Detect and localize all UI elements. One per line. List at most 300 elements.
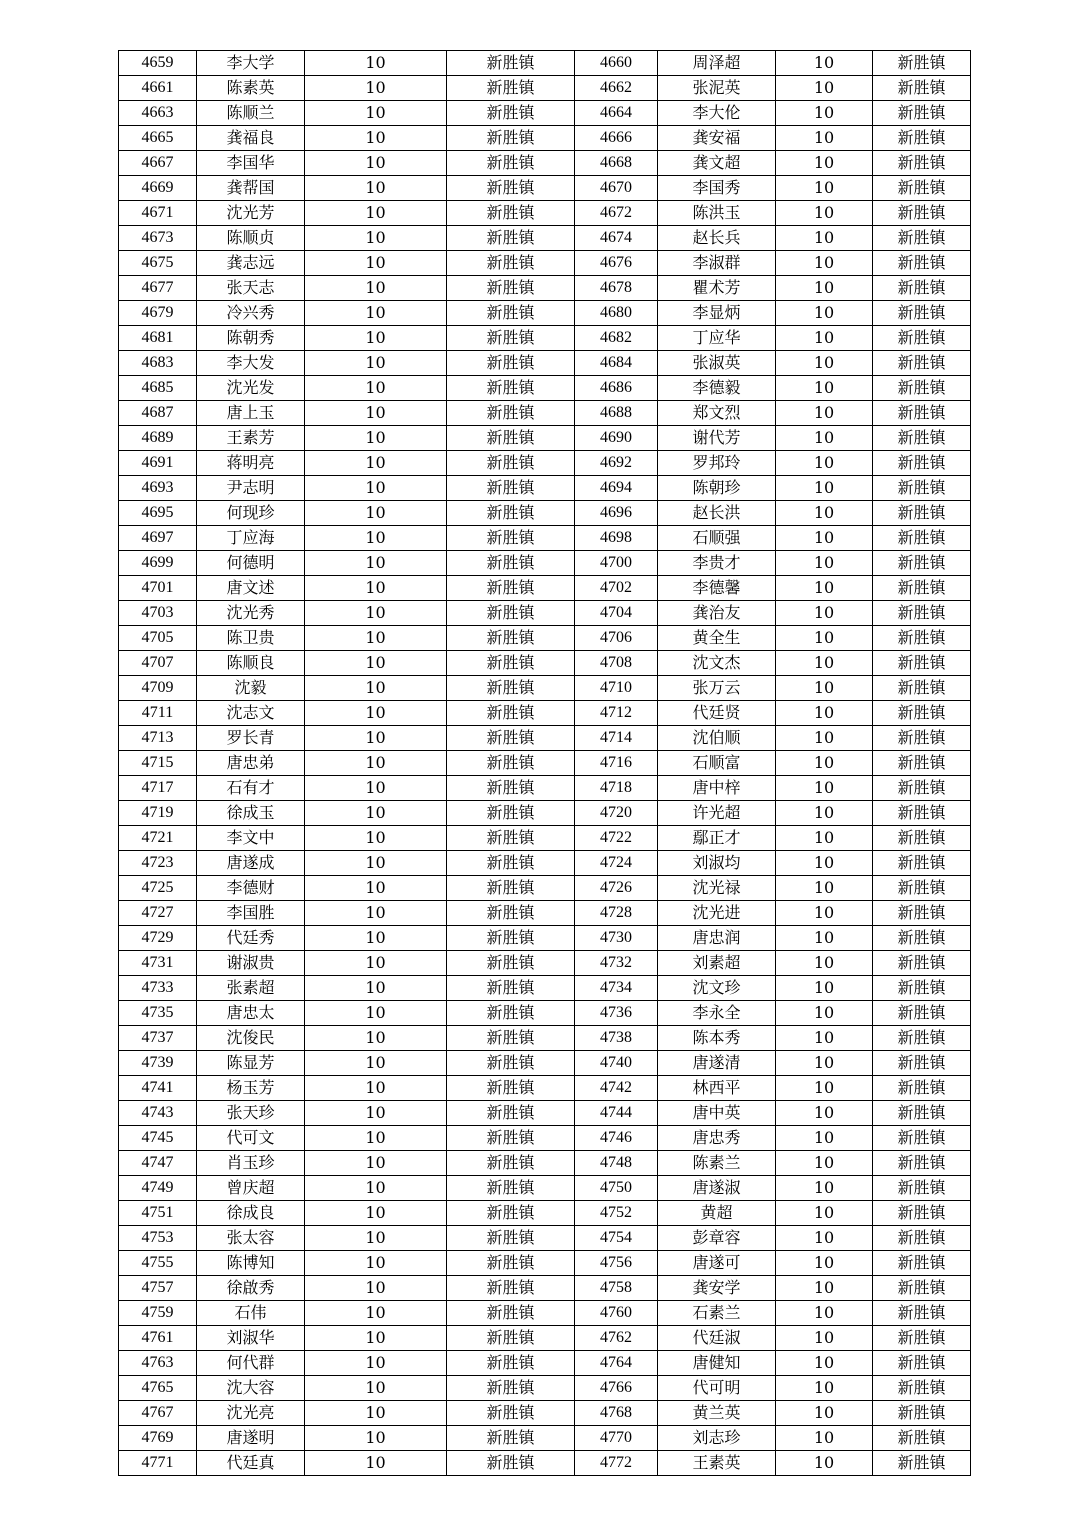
person-name: 沈光秀 bbox=[197, 601, 305, 626]
amount: 10 bbox=[305, 376, 447, 401]
table-row bbox=[119, 551, 971, 576]
amount: 10 bbox=[776, 526, 873, 551]
amount: 10 bbox=[305, 76, 447, 101]
amount: 10 bbox=[776, 351, 873, 376]
person-name: 唐忠太 bbox=[197, 1001, 305, 1026]
amount: 10 bbox=[305, 1126, 447, 1151]
amount: 10 bbox=[305, 701, 447, 726]
town-name: 新胜镇 bbox=[873, 1076, 971, 1101]
town-name: 新胜镇 bbox=[447, 1326, 575, 1351]
table-row bbox=[119, 201, 971, 226]
serial-number: 4742 bbox=[575, 1076, 658, 1101]
serial-number: 4746 bbox=[575, 1126, 658, 1151]
town-name: 新胜镇 bbox=[447, 401, 575, 426]
person-name: 沈俊民 bbox=[197, 1026, 305, 1051]
table-row bbox=[119, 851, 971, 876]
town-name: 新胜镇 bbox=[873, 776, 971, 801]
town-name: 新胜镇 bbox=[873, 76, 971, 101]
serial-number: 4706 bbox=[575, 626, 658, 651]
person-name: 唐遂淑 bbox=[658, 1176, 776, 1201]
town-name: 新胜镇 bbox=[873, 1151, 971, 1176]
amount: 10 bbox=[776, 501, 873, 526]
person-name: 唐文述 bbox=[197, 576, 305, 601]
amount: 10 bbox=[776, 226, 873, 251]
person-name: 陈洪玉 bbox=[658, 201, 776, 226]
serial-number: 4737 bbox=[119, 1026, 197, 1051]
amount: 10 bbox=[776, 1301, 873, 1326]
amount: 10 bbox=[305, 801, 447, 826]
town-name: 新胜镇 bbox=[447, 551, 575, 576]
person-name: 陈朝秀 bbox=[197, 326, 305, 351]
person-name: 曾庆超 bbox=[197, 1176, 305, 1201]
town-name: 新胜镇 bbox=[447, 326, 575, 351]
town-name: 新胜镇 bbox=[873, 226, 971, 251]
town-name: 新胜镇 bbox=[447, 576, 575, 601]
serial-number: 4665 bbox=[119, 126, 197, 151]
town-name: 新胜镇 bbox=[447, 1301, 575, 1326]
town-name: 新胜镇 bbox=[873, 951, 971, 976]
amount: 10 bbox=[776, 126, 873, 151]
person-name: 谢淑贵 bbox=[197, 951, 305, 976]
serial-number: 4678 bbox=[575, 276, 658, 301]
person-name: 唐忠弟 bbox=[197, 751, 305, 776]
amount: 10 bbox=[305, 826, 447, 851]
serial-number: 4740 bbox=[575, 1051, 658, 1076]
table-row bbox=[119, 351, 971, 376]
town-name: 新胜镇 bbox=[873, 1126, 971, 1151]
table-row bbox=[119, 1126, 971, 1151]
serial-number: 4687 bbox=[119, 401, 197, 426]
serial-number: 4723 bbox=[119, 851, 197, 876]
town-name: 新胜镇 bbox=[447, 1426, 575, 1451]
town-name: 新胜镇 bbox=[447, 1376, 575, 1401]
amount: 10 bbox=[305, 301, 447, 326]
serial-number: 4719 bbox=[119, 801, 197, 826]
table-row bbox=[119, 1376, 971, 1401]
amount: 10 bbox=[776, 301, 873, 326]
town-name: 新胜镇 bbox=[447, 1126, 575, 1151]
person-name: 龚福良 bbox=[197, 126, 305, 151]
serial-number: 4716 bbox=[575, 751, 658, 776]
table-row bbox=[119, 801, 971, 826]
serial-number: 4752 bbox=[575, 1201, 658, 1226]
person-name: 刘志珍 bbox=[658, 1426, 776, 1451]
amount: 10 bbox=[305, 901, 447, 926]
serial-number: 4724 bbox=[575, 851, 658, 876]
table-row bbox=[119, 1326, 971, 1351]
person-name: 沈毅 bbox=[197, 676, 305, 701]
serial-number: 4758 bbox=[575, 1276, 658, 1301]
amount: 10 bbox=[305, 576, 447, 601]
amount: 10 bbox=[305, 1076, 447, 1101]
amount: 10 bbox=[305, 1026, 447, 1051]
amount: 10 bbox=[305, 226, 447, 251]
amount: 10 bbox=[776, 1226, 873, 1251]
serial-number: 4747 bbox=[119, 1151, 197, 1176]
serial-number: 4753 bbox=[119, 1226, 197, 1251]
town-name: 新胜镇 bbox=[873, 401, 971, 426]
person-name: 李永全 bbox=[658, 1001, 776, 1026]
person-name: 何现珍 bbox=[197, 501, 305, 526]
serial-number: 4772 bbox=[575, 1451, 658, 1476]
town-name: 新胜镇 bbox=[447, 526, 575, 551]
serial-number: 4691 bbox=[119, 451, 197, 476]
table-row bbox=[119, 751, 971, 776]
town-name: 新胜镇 bbox=[447, 901, 575, 926]
amount: 10 bbox=[305, 201, 447, 226]
serial-number: 4670 bbox=[575, 176, 658, 201]
serial-number: 4674 bbox=[575, 226, 658, 251]
person-name: 张素超 bbox=[197, 976, 305, 1001]
amount: 10 bbox=[305, 876, 447, 901]
serial-number: 4744 bbox=[575, 1101, 658, 1126]
amount: 10 bbox=[305, 176, 447, 201]
serial-number: 4668 bbox=[575, 151, 658, 176]
table-row bbox=[119, 51, 971, 76]
person-name: 罗邦玲 bbox=[658, 451, 776, 476]
person-name: 沈光进 bbox=[658, 901, 776, 926]
serial-number: 4672 bbox=[575, 201, 658, 226]
person-name: 唐中梓 bbox=[658, 776, 776, 801]
town-name: 新胜镇 bbox=[447, 1176, 575, 1201]
amount: 10 bbox=[305, 1001, 447, 1026]
town-name: 新胜镇 bbox=[873, 526, 971, 551]
roster-body bbox=[119, 51, 971, 1476]
town-name: 新胜镇 bbox=[447, 801, 575, 826]
person-name: 陈素兰 bbox=[658, 1151, 776, 1176]
table-row bbox=[119, 76, 971, 101]
town-name: 新胜镇 bbox=[873, 901, 971, 926]
serial-number: 4764 bbox=[575, 1351, 658, 1376]
town-name: 新胜镇 bbox=[447, 876, 575, 901]
table-row bbox=[119, 1151, 971, 1176]
serial-number: 4722 bbox=[575, 826, 658, 851]
person-name: 张天志 bbox=[197, 276, 305, 301]
person-name: 丁应海 bbox=[197, 526, 305, 551]
serial-number: 4728 bbox=[575, 901, 658, 926]
table-row bbox=[119, 1351, 971, 1376]
serial-number: 4704 bbox=[575, 601, 658, 626]
amount: 10 bbox=[776, 601, 873, 626]
amount: 10 bbox=[305, 601, 447, 626]
serial-number: 4694 bbox=[575, 476, 658, 501]
serial-number: 4771 bbox=[119, 1451, 197, 1476]
serial-number: 4679 bbox=[119, 301, 197, 326]
town-name: 新胜镇 bbox=[873, 801, 971, 826]
person-name: 李国胜 bbox=[197, 901, 305, 926]
amount: 10 bbox=[305, 951, 447, 976]
town-name: 新胜镇 bbox=[447, 176, 575, 201]
person-name: 沈文杰 bbox=[658, 651, 776, 676]
town-name: 新胜镇 bbox=[447, 1051, 575, 1076]
amount: 10 bbox=[305, 101, 447, 126]
person-name: 石有才 bbox=[197, 776, 305, 801]
table-row bbox=[119, 1076, 971, 1101]
person-name: 沈光亮 bbox=[197, 1401, 305, 1426]
amount: 10 bbox=[305, 126, 447, 151]
person-name: 沈光芳 bbox=[197, 201, 305, 226]
amount: 10 bbox=[305, 551, 447, 576]
person-name: 唐中英 bbox=[658, 1101, 776, 1126]
serial-number: 4705 bbox=[119, 626, 197, 651]
serial-number: 4757 bbox=[119, 1276, 197, 1301]
table-row bbox=[119, 276, 971, 301]
town-name: 新胜镇 bbox=[447, 1101, 575, 1126]
amount: 10 bbox=[776, 276, 873, 301]
serial-number: 4676 bbox=[575, 251, 658, 276]
amount: 10 bbox=[305, 476, 447, 501]
serial-number: 4739 bbox=[119, 1051, 197, 1076]
person-name: 刘素超 bbox=[658, 951, 776, 976]
town-name: 新胜镇 bbox=[447, 701, 575, 726]
serial-number: 4671 bbox=[119, 201, 197, 226]
town-name: 新胜镇 bbox=[873, 126, 971, 151]
town-name: 新胜镇 bbox=[873, 651, 971, 676]
amount: 10 bbox=[305, 926, 447, 951]
amount: 10 bbox=[776, 551, 873, 576]
town-name: 新胜镇 bbox=[447, 476, 575, 501]
serial-number: 4707 bbox=[119, 651, 197, 676]
amount: 10 bbox=[776, 876, 873, 901]
town-name: 新胜镇 bbox=[873, 976, 971, 1001]
amount: 10 bbox=[776, 1176, 873, 1201]
person-name: 黄全生 bbox=[658, 626, 776, 651]
town-name: 新胜镇 bbox=[447, 451, 575, 476]
person-name: 瞿术芳 bbox=[658, 276, 776, 301]
town-name: 新胜镇 bbox=[873, 276, 971, 301]
table-row bbox=[119, 126, 971, 151]
table-row bbox=[119, 251, 971, 276]
person-name: 蒋明亮 bbox=[197, 451, 305, 476]
serial-number: 4701 bbox=[119, 576, 197, 601]
person-name: 石伟 bbox=[197, 1301, 305, 1326]
table-row bbox=[119, 101, 971, 126]
amount: 10 bbox=[305, 1201, 447, 1226]
person-name: 许光超 bbox=[658, 801, 776, 826]
serial-number: 4661 bbox=[119, 76, 197, 101]
amount: 10 bbox=[776, 701, 873, 726]
serial-number: 4755 bbox=[119, 1251, 197, 1276]
serial-number: 4727 bbox=[119, 901, 197, 926]
town-name: 新胜镇 bbox=[873, 1376, 971, 1401]
town-name: 新胜镇 bbox=[447, 626, 575, 651]
amount: 10 bbox=[776, 751, 873, 776]
table-row bbox=[119, 926, 971, 951]
person-name: 赵长兵 bbox=[658, 226, 776, 251]
town-name: 新胜镇 bbox=[873, 51, 971, 76]
serial-number: 4681 bbox=[119, 326, 197, 351]
town-name: 新胜镇 bbox=[447, 151, 575, 176]
town-name: 新胜镇 bbox=[447, 276, 575, 301]
person-name: 彭章容 bbox=[658, 1226, 776, 1251]
table-row bbox=[119, 901, 971, 926]
amount: 10 bbox=[305, 726, 447, 751]
person-name: 陈顺良 bbox=[197, 651, 305, 676]
amount: 10 bbox=[776, 826, 873, 851]
amount: 10 bbox=[776, 426, 873, 451]
town-name: 新胜镇 bbox=[873, 626, 971, 651]
amount: 10 bbox=[305, 651, 447, 676]
serial-number: 4750 bbox=[575, 1176, 658, 1201]
person-name: 龚安学 bbox=[658, 1276, 776, 1301]
amount: 10 bbox=[776, 1201, 873, 1226]
amount: 10 bbox=[305, 851, 447, 876]
table-row bbox=[119, 401, 971, 426]
person-name: 代廷淑 bbox=[658, 1326, 776, 1351]
town-name: 新胜镇 bbox=[873, 1026, 971, 1051]
town-name: 新胜镇 bbox=[447, 651, 575, 676]
amount: 10 bbox=[305, 251, 447, 276]
person-name: 李文中 bbox=[197, 826, 305, 851]
town-name: 新胜镇 bbox=[447, 601, 575, 626]
town-name: 新胜镇 bbox=[447, 301, 575, 326]
amount: 10 bbox=[305, 776, 447, 801]
serial-number: 4660 bbox=[575, 51, 658, 76]
town-name: 新胜镇 bbox=[873, 1226, 971, 1251]
town-name: 新胜镇 bbox=[447, 1226, 575, 1251]
amount: 10 bbox=[776, 1276, 873, 1301]
serial-number: 4741 bbox=[119, 1076, 197, 1101]
town-name: 新胜镇 bbox=[447, 126, 575, 151]
town-name: 新胜镇 bbox=[447, 726, 575, 751]
town-name: 新胜镇 bbox=[447, 1151, 575, 1176]
serial-number: 4769 bbox=[119, 1426, 197, 1451]
amount: 10 bbox=[776, 726, 873, 751]
serial-number: 4708 bbox=[575, 651, 658, 676]
serial-number: 4718 bbox=[575, 776, 658, 801]
person-name: 代可明 bbox=[658, 1376, 776, 1401]
person-name: 李贵才 bbox=[658, 551, 776, 576]
serial-number: 4751 bbox=[119, 1201, 197, 1226]
table-row bbox=[119, 1426, 971, 1451]
table-row bbox=[119, 1301, 971, 1326]
town-name: 新胜镇 bbox=[873, 1001, 971, 1026]
town-name: 新胜镇 bbox=[873, 501, 971, 526]
town-name: 新胜镇 bbox=[873, 1251, 971, 1276]
amount: 10 bbox=[305, 401, 447, 426]
amount: 10 bbox=[305, 626, 447, 651]
town-name: 新胜镇 bbox=[447, 976, 575, 1001]
town-name: 新胜镇 bbox=[873, 826, 971, 851]
serial-number: 4689 bbox=[119, 426, 197, 451]
serial-number: 4770 bbox=[575, 1426, 658, 1451]
amount: 10 bbox=[776, 1151, 873, 1176]
amount: 10 bbox=[305, 1251, 447, 1276]
person-name: 黄超 bbox=[658, 1201, 776, 1226]
serial-number: 4680 bbox=[575, 301, 658, 326]
town-name: 新胜镇 bbox=[447, 351, 575, 376]
town-name: 新胜镇 bbox=[873, 601, 971, 626]
amount: 10 bbox=[305, 1351, 447, 1376]
amount: 10 bbox=[776, 976, 873, 1001]
serial-number: 4683 bbox=[119, 351, 197, 376]
serial-number: 4697 bbox=[119, 526, 197, 551]
serial-number: 4725 bbox=[119, 876, 197, 901]
amount: 10 bbox=[305, 326, 447, 351]
town-name: 新胜镇 bbox=[447, 101, 575, 126]
amount: 10 bbox=[776, 201, 873, 226]
person-name: 沈志文 bbox=[197, 701, 305, 726]
person-name: 尹志明 bbox=[197, 476, 305, 501]
town-name: 新胜镇 bbox=[447, 1251, 575, 1276]
person-name: 龚安福 bbox=[658, 126, 776, 151]
amount: 10 bbox=[776, 76, 873, 101]
person-name: 何代群 bbox=[197, 1351, 305, 1376]
serial-number: 4729 bbox=[119, 926, 197, 951]
person-name: 何德明 bbox=[197, 551, 305, 576]
serial-number: 4763 bbox=[119, 1351, 197, 1376]
town-name: 新胜镇 bbox=[873, 751, 971, 776]
amount: 10 bbox=[776, 451, 873, 476]
person-name: 石顺强 bbox=[658, 526, 776, 551]
person-name: 刘淑均 bbox=[658, 851, 776, 876]
amount: 10 bbox=[776, 951, 873, 976]
serial-number: 4743 bbox=[119, 1101, 197, 1126]
amount: 10 bbox=[305, 1301, 447, 1326]
table-row bbox=[119, 1101, 971, 1126]
table-row bbox=[119, 301, 971, 326]
town-name: 新胜镇 bbox=[447, 776, 575, 801]
table-row bbox=[119, 1451, 971, 1476]
amount: 10 bbox=[776, 1001, 873, 1026]
serial-number: 4756 bbox=[575, 1251, 658, 1276]
amount: 10 bbox=[305, 1176, 447, 1201]
person-name: 李德财 bbox=[197, 876, 305, 901]
town-name: 新胜镇 bbox=[873, 1426, 971, 1451]
person-name: 黄兰英 bbox=[658, 1401, 776, 1426]
serial-number: 4712 bbox=[575, 701, 658, 726]
town-name: 新胜镇 bbox=[873, 1451, 971, 1476]
person-name: 唐遂明 bbox=[197, 1426, 305, 1451]
person-name: 王素芳 bbox=[197, 426, 305, 451]
serial-number: 4754 bbox=[575, 1226, 658, 1251]
town-name: 新胜镇 bbox=[873, 551, 971, 576]
table-row bbox=[119, 826, 971, 851]
serial-number: 4715 bbox=[119, 751, 197, 776]
town-name: 新胜镇 bbox=[447, 926, 575, 951]
town-name: 新胜镇 bbox=[873, 701, 971, 726]
person-name: 鄢正才 bbox=[658, 826, 776, 851]
serial-number: 4700 bbox=[575, 551, 658, 576]
serial-number: 4760 bbox=[575, 1301, 658, 1326]
town-name: 新胜镇 bbox=[447, 1026, 575, 1051]
table-row bbox=[119, 626, 971, 651]
serial-number: 4734 bbox=[575, 976, 658, 1001]
amount: 10 bbox=[305, 526, 447, 551]
amount: 10 bbox=[776, 176, 873, 201]
amount: 10 bbox=[776, 801, 873, 826]
person-name: 沈光禄 bbox=[658, 876, 776, 901]
town-name: 新胜镇 bbox=[447, 751, 575, 776]
amount: 10 bbox=[776, 1401, 873, 1426]
person-name: 唐上玉 bbox=[197, 401, 305, 426]
person-name: 李德馨 bbox=[658, 576, 776, 601]
table-row bbox=[119, 1226, 971, 1251]
person-name: 代廷秀 bbox=[197, 926, 305, 951]
town-name: 新胜镇 bbox=[873, 251, 971, 276]
amount: 10 bbox=[776, 1426, 873, 1451]
table-row bbox=[119, 701, 971, 726]
amount: 10 bbox=[776, 1351, 873, 1376]
serial-number: 4673 bbox=[119, 226, 197, 251]
town-name: 新胜镇 bbox=[447, 1276, 575, 1301]
table-row bbox=[119, 526, 971, 551]
amount: 10 bbox=[305, 1451, 447, 1476]
serial-number: 4767 bbox=[119, 1401, 197, 1426]
person-name: 李德毅 bbox=[658, 376, 776, 401]
town-name: 新胜镇 bbox=[447, 676, 575, 701]
serial-number: 4685 bbox=[119, 376, 197, 401]
